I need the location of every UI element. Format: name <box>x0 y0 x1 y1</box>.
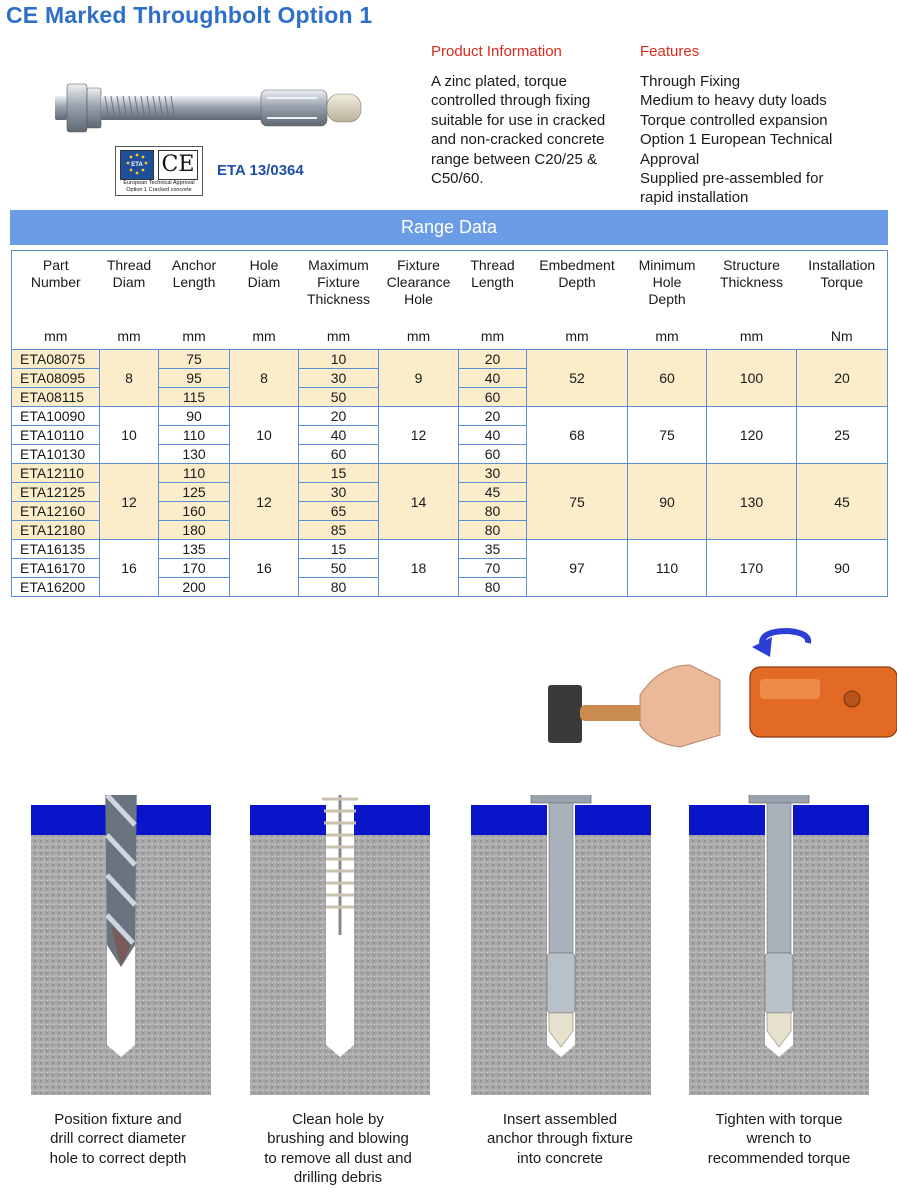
column-header: Fixture Clearance Hole <box>379 251 459 324</box>
eta-approval-logo <box>115 146 203 196</box>
step-drill-illustration <box>31 795 211 1095</box>
column-header: Embedment Depth <box>527 251 628 324</box>
column-unit: mm <box>230 323 299 350</box>
min-hole-depth-cell: 60 <box>628 350 707 407</box>
max-fixture-thickness-cell: 50 <box>299 559 379 578</box>
column-header: Part Number <box>12 251 100 324</box>
min-hole-depth-cell: 110 <box>628 540 707 597</box>
column-unit: mm <box>459 323 527 350</box>
hammer-icon <box>548 665 720 747</box>
part-number-cell: ETA08075 <box>12 350 100 369</box>
anchor-length-cell: 135 <box>159 540 230 559</box>
column-header: Structure Thickness <box>707 251 797 324</box>
thread-length-cell: 80 <box>459 578 527 597</box>
structure-thickness-cell: 120 <box>707 407 797 464</box>
column-header: Thread Length <box>459 251 527 324</box>
product-information-body: A zinc plated, torque controlled through fixing suitable for use in cracked and non-cracked concrete range between C20/25 & C50/60. <box>431 73 606 188</box>
throughbolt-image <box>55 68 365 146</box>
hole-diam-cell: 12 <box>230 464 299 540</box>
anchor-length-cell: 125 <box>159 483 230 502</box>
part-number-cell: ETA12125 <box>12 483 100 502</box>
max-fixture-thickness-cell: 30 <box>299 483 379 502</box>
thread-length-cell: 70 <box>459 559 527 578</box>
thread-length-cell: 45 <box>459 483 527 502</box>
part-number-cell: ETA12160 <box>12 502 100 521</box>
column-unit: Nm <box>797 323 888 350</box>
thread-length-cell: 30 <box>459 464 527 483</box>
max-fixture-thickness-cell: 65 <box>299 502 379 521</box>
installation-torque-cell: 20 <box>797 350 888 407</box>
embedment-depth-cell: 75 <box>527 464 628 540</box>
installation-torque-cell: 45 <box>797 464 888 540</box>
anchor-length-cell: 180 <box>159 521 230 540</box>
eta-logo-label: ETA <box>131 162 143 168</box>
torque-wrench-icon <box>750 667 897 737</box>
thread-diam-cell: 12 <box>100 464 159 540</box>
page-title: CE Marked Throughbolt Option 1 <box>6 2 373 28</box>
column-header: Minimum Hole Depth <box>628 251 707 324</box>
max-fixture-thickness-cell: 20 <box>299 407 379 426</box>
column-unit: mm <box>159 323 230 350</box>
step-tighten-illustration <box>689 795 869 1095</box>
part-number-cell: ETA10130 <box>12 445 100 464</box>
min-hole-depth-cell: 90 <box>628 464 707 540</box>
thread-diam-cell: 10 <box>100 407 159 464</box>
features-body: Through Fixing Medium to heavy duty loads Torque controlled expansion Option 1 European Technical Approval Supplied pre-assembled for rapid installation <box>640 73 833 207</box>
hole-diam-cell: 16 <box>230 540 299 597</box>
installation-torque-cell: 90 <box>797 540 888 597</box>
table-header-row <box>12 251 888 324</box>
embedment-depth-cell: 52 <box>527 350 628 407</box>
part-number-cell: ETA12180 <box>12 521 100 540</box>
table-row <box>12 540 888 559</box>
step-3-caption: Insert assembled anchor through fixture into concrete <box>487 1111 633 1167</box>
step-insert-illustration <box>471 795 651 1095</box>
part-number-cell: ETA10110 <box>12 426 100 445</box>
part-number-cell: ETA16200 <box>12 578 100 597</box>
thread-length-cell: 20 <box>459 407 527 426</box>
anchor-length-cell: 130 <box>159 445 230 464</box>
eta-number: ETA 13/0364 <box>217 162 304 179</box>
step-brush-illustration <box>250 795 430 1095</box>
step-2-caption: Clean hole by brushing and blowing to remove all dust and drilling debris <box>264 1111 412 1187</box>
fixture-clearance-hole-cell: 9 <box>379 350 459 407</box>
max-fixture-thickness-cell: 10 <box>299 350 379 369</box>
max-fixture-thickness-cell: 30 <box>299 369 379 388</box>
part-number-cell: ETA16135 <box>12 540 100 559</box>
anchor-length-cell: 110 <box>159 426 230 445</box>
structure-thickness-cell: 100 <box>707 350 797 407</box>
part-number-cell: ETA08095 <box>12 369 100 388</box>
max-fixture-thickness-cell: 15 <box>299 464 379 483</box>
column-header: Installation Torque <box>797 251 888 324</box>
anchor-length-cell: 115 <box>159 388 230 407</box>
thread-length-cell: 60 <box>459 388 527 407</box>
installation-torque-cell: 25 <box>797 407 888 464</box>
anchor-length-cell: 110 <box>159 464 230 483</box>
thread-length-cell: 40 <box>459 369 527 388</box>
min-hole-depth-cell: 75 <box>628 407 707 464</box>
fixture-clearance-hole-cell: 12 <box>379 407 459 464</box>
max-fixture-thickness-cell: 15 <box>299 540 379 559</box>
step-1-caption: Position fixture and drill correct diameter hole to correct depth <box>49 1111 187 1167</box>
thread-diam-cell: 16 <box>100 540 159 597</box>
structure-thickness-cell: 170 <box>707 540 797 597</box>
table-row <box>12 464 888 483</box>
anchor-length-cell: 170 <box>159 559 230 578</box>
table-row <box>12 407 888 426</box>
ce-mark: CE <box>158 150 198 180</box>
thread-length-cell: 80 <box>459 521 527 540</box>
thread-length-cell: 80 <box>459 502 527 521</box>
column-unit: mm <box>12 323 100 350</box>
anchor-length-cell: 75 <box>159 350 230 369</box>
range-data-table <box>11 250 888 597</box>
hole-diam-cell: 10 <box>230 407 299 464</box>
thread-diam-cell: 8 <box>100 350 159 407</box>
max-fixture-thickness-cell: 80 <box>299 578 379 597</box>
thread-length-cell: 60 <box>459 445 527 464</box>
approval-text: European Technical Approval Option 1 Cracked concrete <box>123 180 195 193</box>
thread-length-cell: 35 <box>459 540 527 559</box>
column-unit: mm <box>628 323 707 350</box>
column-unit: mm <box>299 323 379 350</box>
column-header: Hole Diam <box>230 251 299 324</box>
column-unit: mm <box>100 323 159 350</box>
product-information-heading: Product Information <box>431 43 562 60</box>
part-number-cell: ETA16170 <box>12 559 100 578</box>
anchor-length-cell: 160 <box>159 502 230 521</box>
step-4-caption: Tighten with torque wrench to recommended torque <box>707 1111 851 1167</box>
fixture-clearance-hole-cell: 14 <box>379 464 459 540</box>
range-data-title: Range Data <box>10 210 888 245</box>
anchor-length-cell: 200 <box>159 578 230 597</box>
fixture-clearance-hole-cell: 18 <box>379 540 459 597</box>
embedment-depth-cell: 97 <box>527 540 628 597</box>
table-units-row <box>12 323 888 350</box>
anchor-length-cell: 95 <box>159 369 230 388</box>
table-row <box>12 350 888 369</box>
column-unit: mm <box>527 323 628 350</box>
column-header: Thread Diam <box>100 251 159 324</box>
max-fixture-thickness-cell: 50 <box>299 388 379 407</box>
max-fixture-thickness-cell: 85 <box>299 521 379 540</box>
column-header: Maximum Fixture Thickness <box>299 251 379 324</box>
part-number-cell: ETA10090 <box>12 407 100 426</box>
embedment-depth-cell: 68 <box>527 407 628 464</box>
max-fixture-thickness-cell: 40 <box>299 426 379 445</box>
structure-thickness-cell: 130 <box>707 464 797 540</box>
column-unit: mm <box>379 323 459 350</box>
column-unit: mm <box>707 323 797 350</box>
eta-stars-icon <box>120 150 154 180</box>
max-fixture-thickness-cell: 60 <box>299 445 379 464</box>
thread-length-cell: 20 <box>459 350 527 369</box>
column-header: Anchor Length <box>159 251 230 324</box>
hole-diam-cell: 8 <box>230 350 299 407</box>
rotation-arrow-icon <box>752 631 808 657</box>
anchor-length-cell: 90 <box>159 407 230 426</box>
features-heading: Features <box>640 43 700 60</box>
installation-tools-illustration <box>0 625 897 805</box>
part-number-cell: ETA08115 <box>12 388 100 407</box>
thread-length-cell: 40 <box>459 426 527 445</box>
part-number-cell: ETA12110 <box>12 464 100 483</box>
